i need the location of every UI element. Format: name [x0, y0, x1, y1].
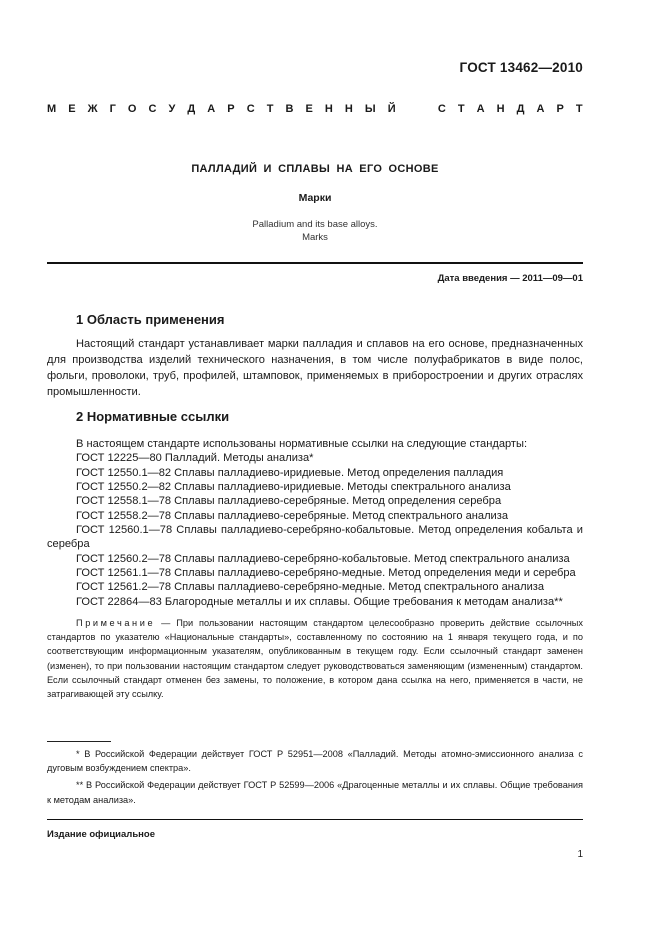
document-title: ПАЛЛАДИЙ И СПЛАВЫ НА ЕГО ОСНОВЕ: [191, 163, 439, 175]
banner-letter: Е: [68, 103, 76, 115]
references-list: [47, 437, 583, 609]
page-number: 1: [577, 849, 583, 860]
banner-letter: Ж: [87, 103, 98, 115]
footer-divider: [47, 819, 583, 820]
section1-text: Настоящий стандарт устанавливает марки палладия и сплавов на его основе, предназначенных для производства изделий технического назначения, в том числе полуфабрикатов в виде полос, фольги, проволоки, труб, профилей, штамповок, применяемых в приборостроении и других отраслях промышленности.: [47, 338, 583, 399]
banner-letter: С: [246, 103, 255, 115]
banner-letter: М: [47, 103, 57, 115]
section2-heading: 2 Нормативные ссылки: [76, 409, 230, 424]
reference-item: ГОСТ 12561.2—78 Сплавы палладиево-серебряно-медные. Метод спектрального анализа: [76, 581, 545, 594]
banner-letter: [408, 103, 411, 115]
banner-letter: Р: [556, 103, 564, 115]
banner-letter: Н: [344, 103, 353, 115]
interstate-standard-banner: [47, 103, 583, 115]
banner-letter: В: [285, 103, 294, 115]
footnote-2: ** В Российской Федерации действует ГОСТ Р 52599—2006 «Драгоценные металлы и их сплавы. Общие требования к методам анализа».: [47, 780, 583, 805]
banner-letter: А: [476, 103, 485, 115]
banner-letter: Д: [187, 103, 196, 115]
note-label: Примечание: [76, 618, 156, 628]
document-code: ГОСТ 13462—2010: [459, 60, 583, 75]
english-title: [47, 218, 583, 244]
banner-letter: А: [207, 103, 216, 115]
reference-item: ГОСТ 12561.1—78 Сплавы палладиево-серебряно-медные. Метод определения меди и серебра: [76, 567, 576, 580]
references-note: [47, 616, 583, 701]
banner-letter: Д: [516, 103, 525, 115]
section1-heading: 1 Область применения: [76, 312, 225, 327]
banner-letter: А: [536, 103, 545, 115]
banner-letter: У: [168, 103, 176, 115]
reference-item: ГОСТ 12560.1—78 Сплавы палладиево-серебряно-кобальтовые. Метод определения кобальта и серебра: [47, 524, 583, 551]
references-intro: В настоящем стандарте использованы нормативные ссылки на следующие стандарты:: [76, 438, 528, 450]
banner-letter: С: [148, 103, 157, 115]
banner-letter: Е: [305, 103, 313, 115]
english-title-line2: Marks: [302, 232, 328, 243]
banner-letter: [423, 103, 426, 115]
footnote-divider: [47, 741, 111, 742]
banner-letter: Р: [227, 103, 235, 115]
note-text: — При пользовании настоящим стандартом целесообразно проверить действие ссылочных стандартов по указателю «Национальные стандарты», составленному по состоянию на 1 января текущего года, и по соответствующим информационным указателям, опубликованным в текущем году. Если ссылочный стандарт заменен (изменен), то при пользовании настоящим стандартом следует руководствоваться заменяющим (измененным) стандартом. Если ссылочный стандарт отменен без замены, то положение, в котором дана ссылка на него, применяется в части, не затрагивающей эту ссылку.: [47, 618, 583, 700]
reference-item: ГОСТ 12560.2—78 Сплавы палладиево-серебряно-кобальтовые. Метод спектрального анализа: [76, 552, 570, 565]
banner-letter: Ы: [364, 103, 376, 115]
reference-item: ГОСТ 12558.1—78 Сплавы палладиево-серебряные. Метод определения серебра: [76, 495, 502, 508]
banner-letter: Н: [496, 103, 505, 115]
reference-item: ГОСТ 12550.2—82 Сплавы палладиево-иридиевые. Методы спектрального анализа: [76, 481, 511, 494]
banner-letter: Й: [387, 103, 396, 115]
reference-item: ГОСТ 12558.2—78 Сплавы палладиево-серебряные. Метод спектрального анализа: [76, 509, 509, 522]
document-subtitle: Марки: [298, 192, 332, 204]
official-edition-label: Издание официальное: [47, 829, 155, 840]
reference-item: ГОСТ 12550.1—82 Сплавы палладиево-иридиевые. Метод определения палладия: [76, 466, 504, 479]
heavy-divider: [47, 262, 583, 264]
footnote-1: * В Российской Федерации действует ГОСТ Р 52951—2008 «Палладий. Методы атомно-эмиссионного анализа с дуговым возбуждением спектра».: [47, 749, 583, 774]
reference-item: ГОСТ 12225—80 Палладий. Методы анализа*: [76, 452, 314, 465]
banner-letter: С: [437, 103, 446, 115]
introduction-date: Дата введения — 2011—09—01: [437, 273, 583, 284]
banner-letter: Т: [266, 103, 274, 115]
footnotes: [47, 747, 583, 810]
banner-letter: Т: [575, 103, 583, 115]
english-title-line1: Palladium and its base alloys.: [252, 219, 378, 230]
banner-letter: Н: [324, 103, 333, 115]
banner-letter: О: [127, 103, 137, 115]
banner-letter: Т: [457, 103, 465, 115]
reference-item: ГОСТ 22864—83 Благородные металлы и их сплавы. Общие требования к методам анализа**: [76, 595, 563, 608]
banner-letter: Г: [109, 103, 116, 115]
section1-body: [47, 336, 583, 400]
